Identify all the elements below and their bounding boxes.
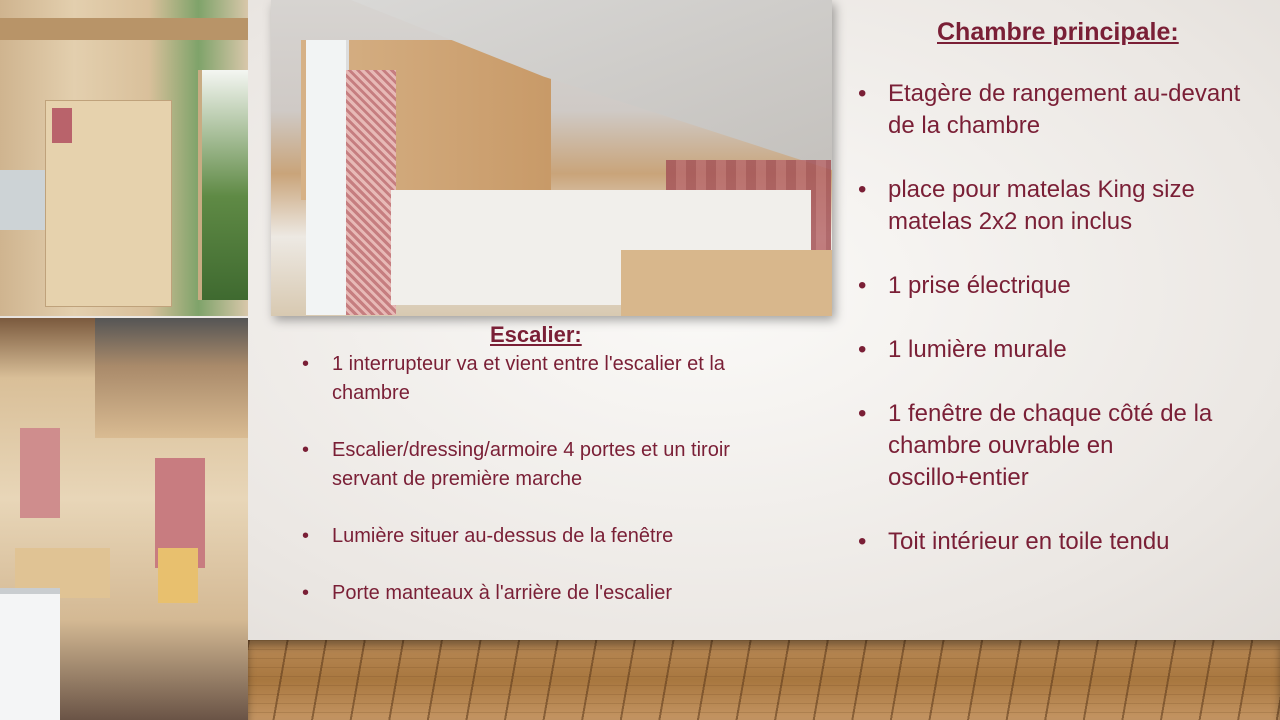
chambre-list bbox=[858, 78, 1258, 590]
curtain bbox=[346, 70, 396, 315]
chambre-heading: Chambre principale: bbox=[937, 18, 1179, 46]
open-door bbox=[198, 70, 248, 300]
list-item: • Lumière situer au-dessus de la fenêtre bbox=[302, 522, 772, 551]
list-item: • 1 lumière murale bbox=[858, 334, 1258, 366]
list-item: • Etagère de rangement au-devant de la chambre bbox=[858, 78, 1258, 142]
list-item: • 1 interrupteur va et vient entre l'escalier et la chambre bbox=[302, 350, 772, 408]
window bbox=[306, 40, 349, 315]
wood-floor-decoration bbox=[248, 640, 1280, 720]
escalier-list bbox=[302, 350, 772, 636]
bench bbox=[158, 548, 198, 603]
photo-stairs-interior bbox=[0, 318, 248, 720]
loft-edge bbox=[95, 318, 248, 438]
list-item: • Escalier/dressing/armoire 4 portes et un tiroir servant de première marche bbox=[302, 436, 772, 494]
list-item: • Porte manteaux à l'arrière de l'escalier bbox=[302, 579, 772, 608]
photo-kitchen-entrance bbox=[0, 0, 248, 316]
escalier-heading: Escalier: bbox=[490, 322, 582, 347]
sink bbox=[0, 588, 60, 720]
ceiling-beam bbox=[0, 18, 248, 40]
list-item: • Toit intérieur en toile tendu bbox=[858, 526, 1258, 558]
photo-loft-bedroom bbox=[271, 0, 832, 316]
curtain bbox=[20, 428, 60, 518]
list-item: • 1 prise électrique bbox=[858, 270, 1258, 302]
storage-shelf bbox=[621, 250, 832, 316]
kitchen-counter bbox=[0, 170, 45, 230]
list-item: • place pour matelas King size matelas 2x2 non inclus bbox=[858, 174, 1258, 238]
list-item: • 1 fenêtre de chaque côté de la chambre ouvrable en oscillo+entier bbox=[858, 398, 1258, 494]
curtain bbox=[52, 108, 72, 143]
